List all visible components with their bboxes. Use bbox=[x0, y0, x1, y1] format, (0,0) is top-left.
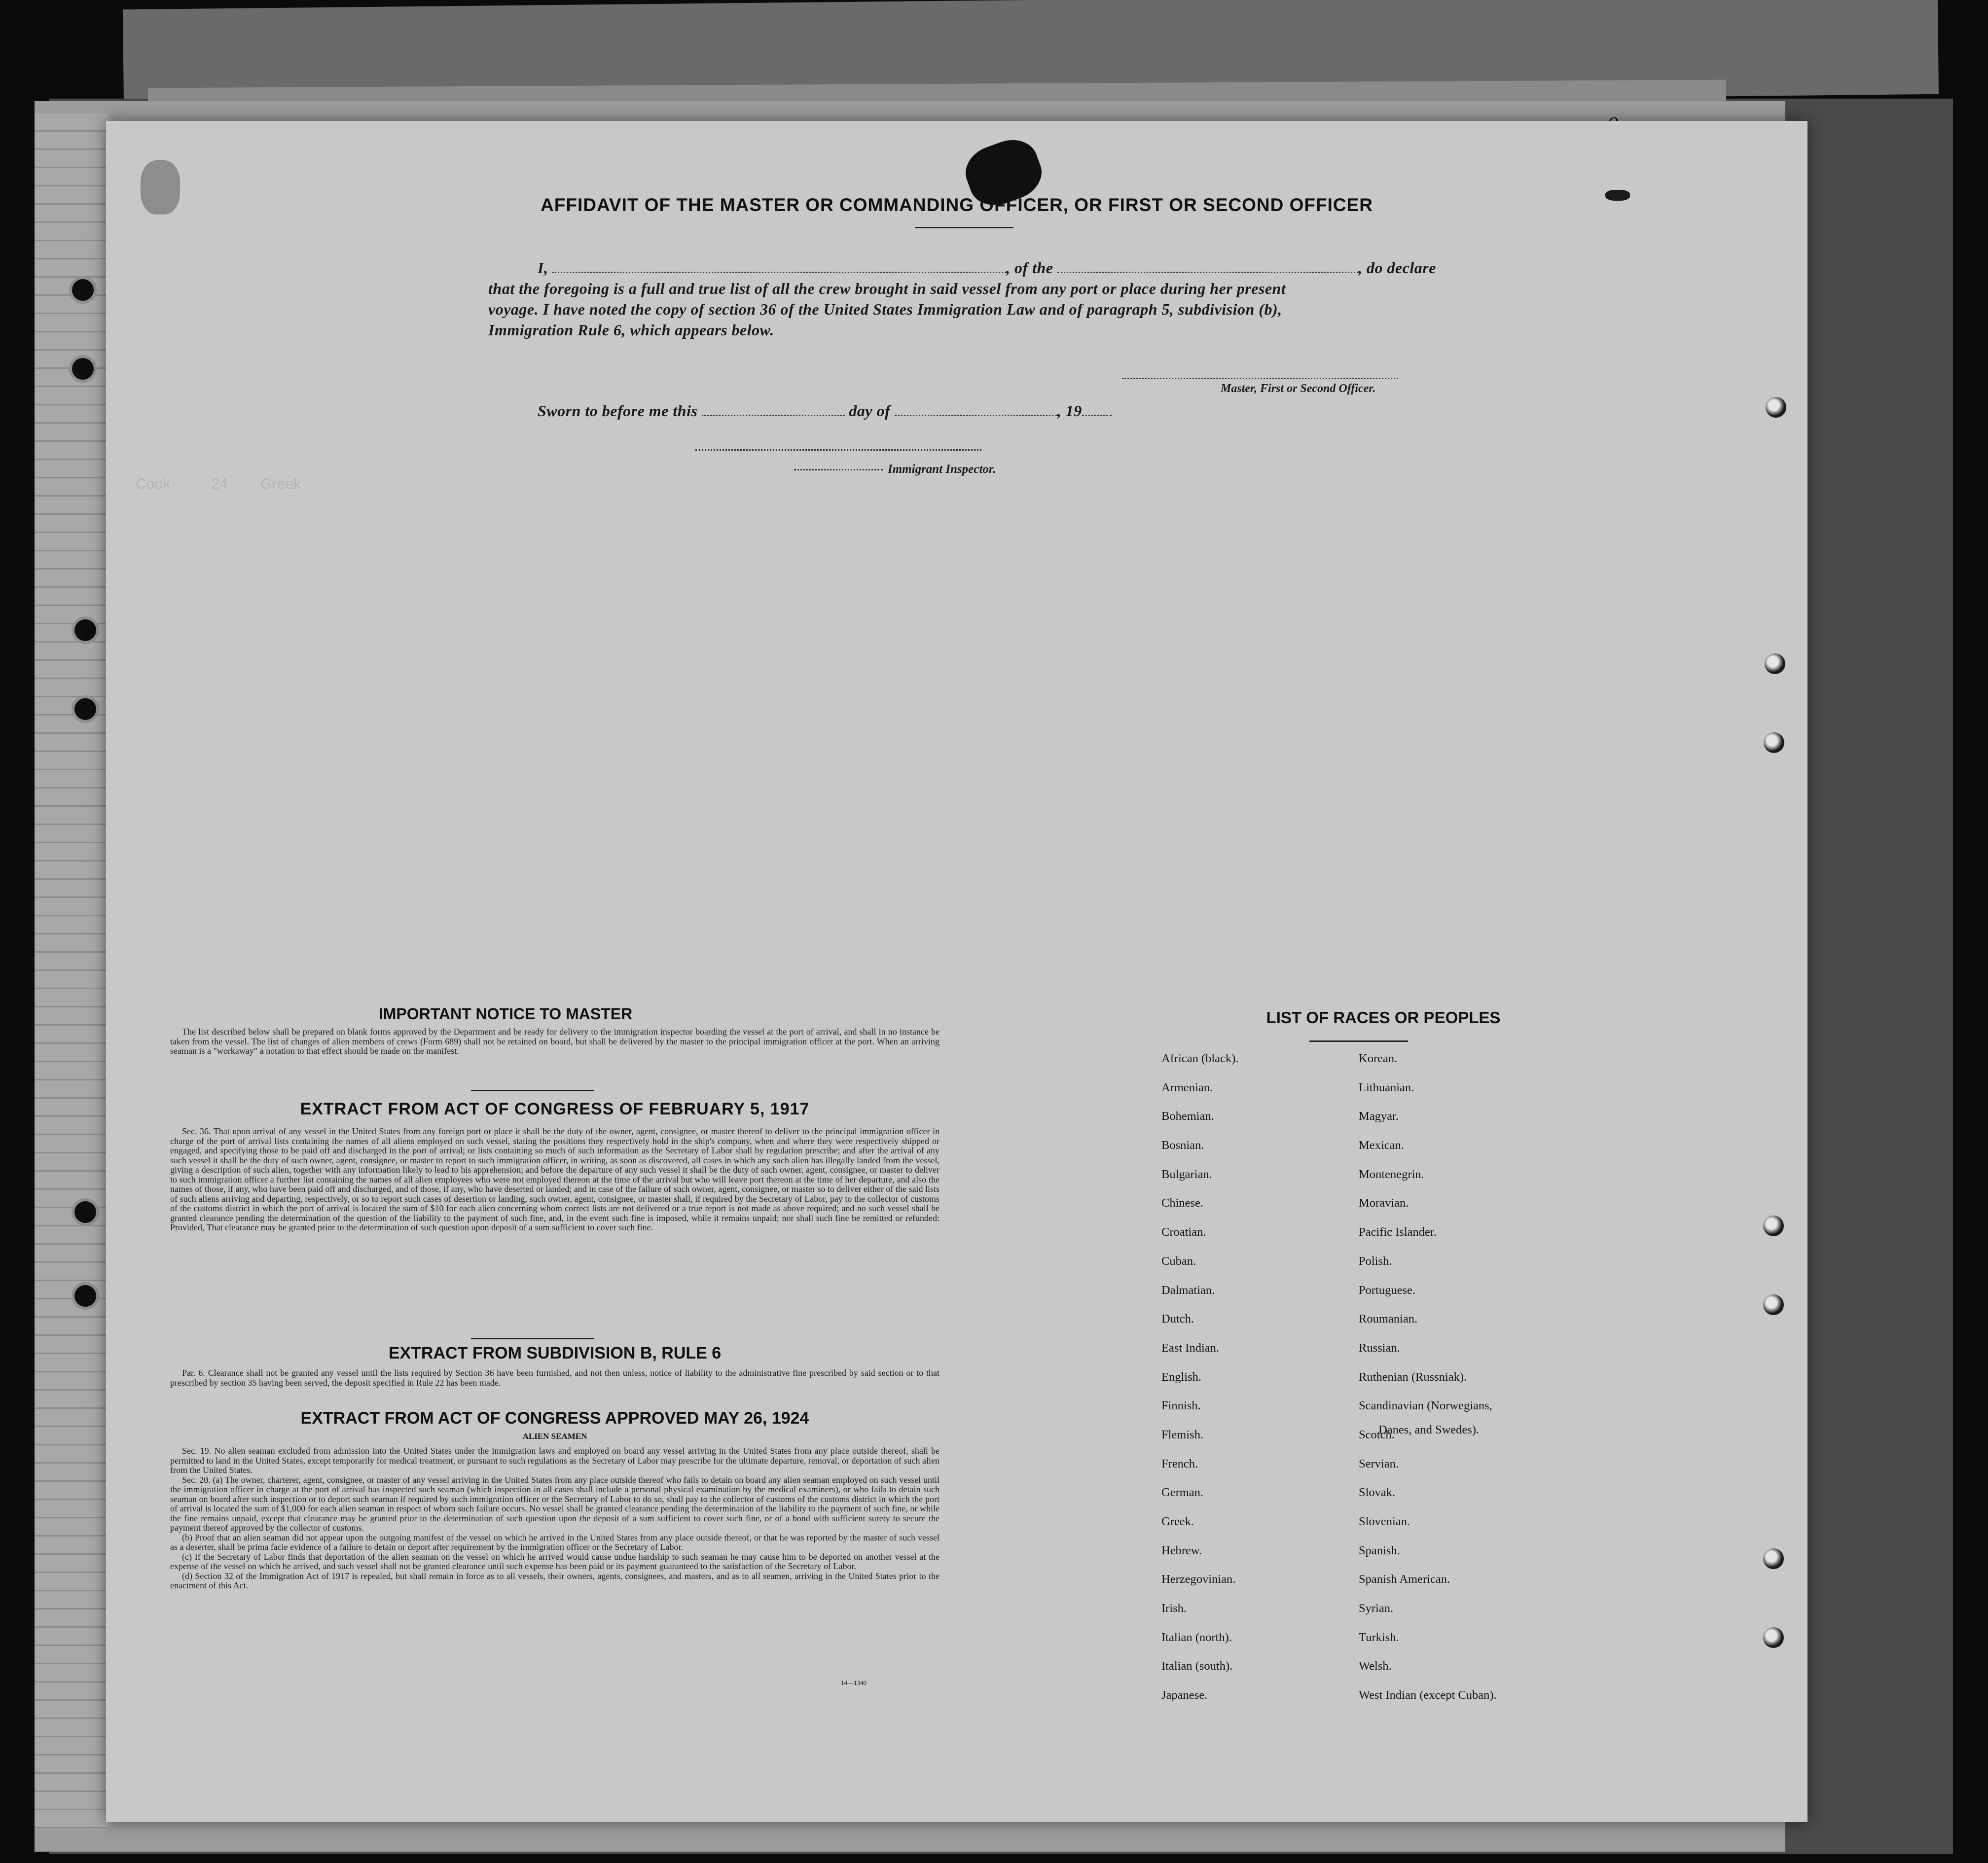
affidavit-line-1 bbox=[538, 259, 1436, 277]
alien-seamen-subtitle: ALIEN SEAMEN bbox=[522, 1432, 587, 1441]
ink-mark bbox=[1605, 190, 1630, 201]
race-item: Scotch. bbox=[1359, 1428, 1395, 1441]
affidavit-declare-label: , do declare bbox=[1358, 259, 1436, 277]
sec20a-text: Sec. 20. (a) The owner, charterer, agent, consignee, or master of any vessel arriving in the United States from any place outside thereof who fails to detain on board any alien seaman employed on such vessel until the immigration officer in charge at the port of arrival has inspected such seaman (which inspection in all cases shall include a personal physical examination by the medical examiners), or who fails to detain such seaman on board after such inspection or to deport such seaman if required by such immigration officer or the Secretary of Labor to do so, shall pay to the collector of customs of the customs district in which the port of arrival is located the sum of $1,000 for each alien seaman in respect of whom such failure occurs. No vessel shall be granted clearance pending the determination of the liability to the payment of such fine, or while the fine remains unpaid, except that clearance may be granted prior to the determination of such question upon the deposit of a sum sufficient to cover such fine, or of a bond with sufficient surety to secure the payment thereof approved by the collector of customs. bbox=[170, 1474, 940, 1533]
extract-1924-title: EXTRACT FROM ACT OF CONGRESS APPROVED MAY 26, 1924 bbox=[300, 1409, 809, 1428]
inspector-blank[interactable] bbox=[794, 466, 883, 470]
section-rule bbox=[471, 1338, 594, 1339]
binder-ring-icon bbox=[72, 616, 99, 644]
extract-1917-text: Sec. 36. That upon arrival of any vessel in the United States from any foreign port or place it shall be the duty of the owner, agent, consignee, or master thereof to deliver to the principal immigration officer in charge of the port of arrival lists containing the names of all aliens employed on such vessel, stating the positions they respectively hold in the ship's company, when and where they were respectively shipped or engaged, and specifying those to be paid off and discharged in the port of arrival; or lists containing so much of such information as the Secretary of Labor shall by regulation prescribe; and after the arrival of any such vessel it shall be the duty of such owner, agent, consignee, or master to report to such immigration officer, in writing, as soon as discovered, all cases in which any such alien has illegally landed from the vessel, giving a description of such alien, together with any information likely to lead to his apprehension; and before the departure of any such vessel it shall be the duty of such owner, agent, consignee, or master to deliver to such immigration officer a further list containing the names of all alien employees who were not employed thereon at the time of the arrival but who will leave port thereon at the time of her departure, and also the names of those, if any, who have been paid off and discharged, and of those, if any, who have deserted or landed; and in case of the failure of such owner, agent, consignee, or master so to deliver either of the said lists of such aliens arriving and departing, respectively, or so to report such cases of desertion or landing, such owner, agent, consignee, or master shall, if required by the Secretary of Labor, pay to the collector of customs of the customs district in which the port of arrival is located the sum of $10 for each alien concerning whom correct lists are not delivered or a true report is not made as above required; and no such vessel shall be granted clearance pending the determination of the question of the liability to the payment of such fine, and, in the event such fine is imposed, while it remains unpaid; nor shall such fine be remitted or refunded: Provided, That clearance may be granted prior to the determination of such question upon deposit of a sum sufficient to cover such fine. bbox=[170, 1126, 940, 1232]
inspector-label: Immigrant Inspector. bbox=[888, 463, 996, 476]
races-title: LIST OF RACES OR PEOPLES bbox=[1266, 1008, 1501, 1027]
race-item: Turkish. bbox=[1359, 1630, 1399, 1644]
race-item: Cuban. bbox=[1161, 1254, 1196, 1268]
race-item: Finnish. bbox=[1161, 1399, 1201, 1413]
punch-hole-icon bbox=[1766, 397, 1786, 418]
race-item: Slovak. bbox=[1359, 1486, 1396, 1500]
race-item: Dutch. bbox=[1161, 1312, 1194, 1326]
races-rule bbox=[1309, 1040, 1408, 1042]
extract-rule6-text: Par. 6. Clearance shall not be granted any vessel until the lists required by Section 36 have been furnished, and not then unless, notice of liability to the administrative fine prescribed by said section or to that prescribed by section 35 having been served, the deposit specified in Rule 22 has been made. bbox=[170, 1368, 940, 1388]
punch-hole-icon bbox=[1763, 1627, 1784, 1648]
race-item: Croatian. bbox=[1161, 1225, 1206, 1239]
sec19-text: Sec. 19. No alien seaman excluded from admission into the United States under the immigration laws and employed on board any vessel arriving in the United States from any place outside thereof, shall be permitted to land in the United States, except temporarily for medical treatment, or pursuant to such regulations as the Secretary of Labor may prescribe for the ultimate departure, removal, or deportation of such alien from the United States. bbox=[170, 1446, 940, 1475]
race-item: African (black). bbox=[1161, 1052, 1239, 1065]
race-item: Mexican. bbox=[1359, 1139, 1404, 1152]
race-item: Russian. bbox=[1359, 1341, 1400, 1355]
race-item: Polish. bbox=[1359, 1254, 1392, 1268]
binder-ring-icon bbox=[69, 276, 97, 304]
sec20b-text: (b) Proof that an alien seaman did not appear upon the outgoing manifest of the vessel on which he arrived in the United States from any place outside thereof, or that he was reported by the master of such vessel as a deserter, shall be prima facie evidence of a failure to detain or deport after requirement by the immigration officer or the Secretary of Labor. bbox=[170, 1532, 940, 1552]
race-item: Servian. bbox=[1359, 1457, 1399, 1470]
affidavit-title: AFFIDAVIT OF THE MASTER OR COMMANDING OFFICER, OR FIRST OR SECOND OFFICER bbox=[541, 195, 1373, 215]
punch-hole-icon bbox=[1763, 1294, 1784, 1315]
sec20d-text: (d) Section 32 of the Immigration Act of 1917 is repealed, but shall remain in force as to all vessels, their owners, agents, consignees, and masters, and as to all seamen, arriving in the United States prior to the enactment of this Act. bbox=[170, 1571, 940, 1590]
race-item: Pacific Islander. bbox=[1359, 1225, 1437, 1239]
extract-1924-body bbox=[170, 1446, 940, 1591]
binder-ring-icon bbox=[72, 1198, 99, 1226]
race-item: Dalmatian. bbox=[1161, 1283, 1215, 1297]
race-item: German. bbox=[1161, 1486, 1204, 1500]
race-item: Bulgarian. bbox=[1161, 1167, 1212, 1181]
notice-text: The list described below shall be prepared on blank forms approved by the Department and be ready for delivery to the immigration inspector boarding the vessel at the port of arrival, and shall in no instance be taken from the vessel. The list of changes of alien members of crews (Form 689) shall not be retained on board, but shall be delivered by the master to the principal immigration officer at the port. When an arriving seaman is a "workaway" a notation to that effect should be made on the manifest. bbox=[170, 1027, 940, 1056]
sworn-line bbox=[538, 402, 1112, 420]
affidavit-page bbox=[106, 121, 1807, 1822]
race-item-continued: Danes, and Swedes). bbox=[1378, 1423, 1480, 1436]
punch-hole-icon bbox=[1765, 653, 1785, 674]
race-item: Korean. bbox=[1359, 1052, 1398, 1065]
title-rule bbox=[915, 227, 1013, 228]
race-item: Japanese. bbox=[1161, 1688, 1208, 1702]
race-item: Flemish. bbox=[1161, 1428, 1204, 1441]
races-left-column bbox=[1161, 1052, 1238, 1718]
sec20c-text: (c) If the Secretary of Labor finds that deportation of the alien seaman on the vessel on which he arrived would cause undue hardship to such seaman he may cause him to be deported on another vessel at the expense of the vessel on which he arrived, and such vessel shall not be granted clearance until such expense has been paid or its payment guaranteed to the satisfaction of the Secretary of Labor. bbox=[170, 1551, 940, 1571]
race-item: Armenian. bbox=[1161, 1080, 1213, 1094]
race-item: Lithuanian. bbox=[1359, 1080, 1414, 1094]
sworn-label: Sworn to before me this bbox=[538, 402, 698, 420]
affidavit-line-4: Immigration Rule 6, which appears below. bbox=[488, 321, 774, 339]
notice-body bbox=[170, 1027, 940, 1056]
race-item: Scandinavian (Norwegians, bbox=[1359, 1399, 1492, 1413]
affidavit-line-2: that the foregoing is a full and true list of all the crew brought in said vessel from any port or place during her present bbox=[488, 280, 1286, 297]
race-item: Portuguese. bbox=[1359, 1283, 1415, 1297]
extract-1917-title: EXTRACT FROM ACT OF CONGRESS OF FEBRUARY 5, 1917 bbox=[300, 1100, 810, 1118]
print-code: 14—1340 bbox=[841, 1679, 867, 1686]
sworn-year-blank[interactable] bbox=[1082, 412, 1112, 416]
signature-blank[interactable] bbox=[1122, 375, 1398, 379]
year-label: , 19 bbox=[1057, 402, 1082, 420]
race-item: Italian (north). bbox=[1161, 1630, 1232, 1644]
race-item: French. bbox=[1161, 1457, 1198, 1470]
extract-rule6-title: EXTRACT FROM SUBDIVISION B, RULE 6 bbox=[388, 1344, 722, 1362]
race-item: Slovenian. bbox=[1359, 1515, 1410, 1528]
race-item: Syrian. bbox=[1359, 1602, 1394, 1615]
inspector-blank-top[interactable] bbox=[695, 446, 981, 451]
race-item: Welsh. bbox=[1359, 1659, 1392, 1673]
bleed-through-row: Cook 24 Greek bbox=[136, 476, 301, 492]
section-rule bbox=[471, 1090, 594, 1091]
punch-hole-icon bbox=[1763, 1216, 1784, 1236]
affidavit-line-3: voyage. I have noted the copy of section 36 of the United States Immigration Law and of paragraph 5, subdivision (b), bbox=[488, 300, 1282, 318]
day-of-label: day of bbox=[849, 402, 891, 420]
race-item: Roumanian. bbox=[1359, 1312, 1418, 1326]
race-item: Chinese. bbox=[1161, 1196, 1204, 1210]
race-item: Spanish American. bbox=[1359, 1573, 1450, 1586]
sworn-month-blank[interactable] bbox=[895, 412, 1057, 416]
race-item: Ruthenian (Russniak). bbox=[1359, 1370, 1467, 1384]
notice-title: IMPORTANT NOTICE TO MASTER bbox=[378, 1005, 633, 1023]
name-blank[interactable] bbox=[552, 269, 1006, 273]
binder-ring-icon bbox=[72, 695, 99, 723]
race-item: Montenegrin. bbox=[1359, 1167, 1424, 1181]
punch-hole-icon bbox=[1764, 732, 1784, 753]
extract-1917-body bbox=[170, 1127, 940, 1233]
race-item: Hebrew. bbox=[1161, 1543, 1202, 1557]
vessel-blank[interactable] bbox=[1057, 269, 1358, 273]
binder-ring-icon bbox=[69, 355, 97, 383]
race-item: English. bbox=[1161, 1370, 1201, 1384]
race-item: Magyar. bbox=[1359, 1110, 1399, 1123]
race-item: Greek. bbox=[1161, 1515, 1194, 1528]
race-item: East Indian. bbox=[1161, 1341, 1220, 1355]
race-item: Herzegovinian. bbox=[1161, 1573, 1236, 1586]
race-item: Bosnian. bbox=[1161, 1139, 1204, 1152]
affidavit-i-label: I, bbox=[538, 259, 548, 277]
race-item: West Indian (except Cuban). bbox=[1359, 1688, 1497, 1702]
punch-hole-icon bbox=[1763, 1548, 1784, 1569]
extract-rule6-body bbox=[170, 1368, 940, 1388]
race-item: Spanish. bbox=[1359, 1543, 1400, 1557]
binder-ring-icon bbox=[72, 1282, 99, 1310]
sworn-day-blank[interactable] bbox=[702, 412, 845, 416]
race-item: Irish. bbox=[1161, 1602, 1187, 1615]
race-item: Italian (south). bbox=[1161, 1659, 1233, 1673]
race-item: Bohemian. bbox=[1161, 1110, 1214, 1123]
races-right-column bbox=[1359, 1052, 1497, 1718]
race-item: Moravian. bbox=[1359, 1196, 1409, 1210]
signature-label: Master, First or Second Officer. bbox=[1221, 382, 1376, 395]
affidavit-of-the-label: , of the bbox=[1006, 259, 1053, 277]
